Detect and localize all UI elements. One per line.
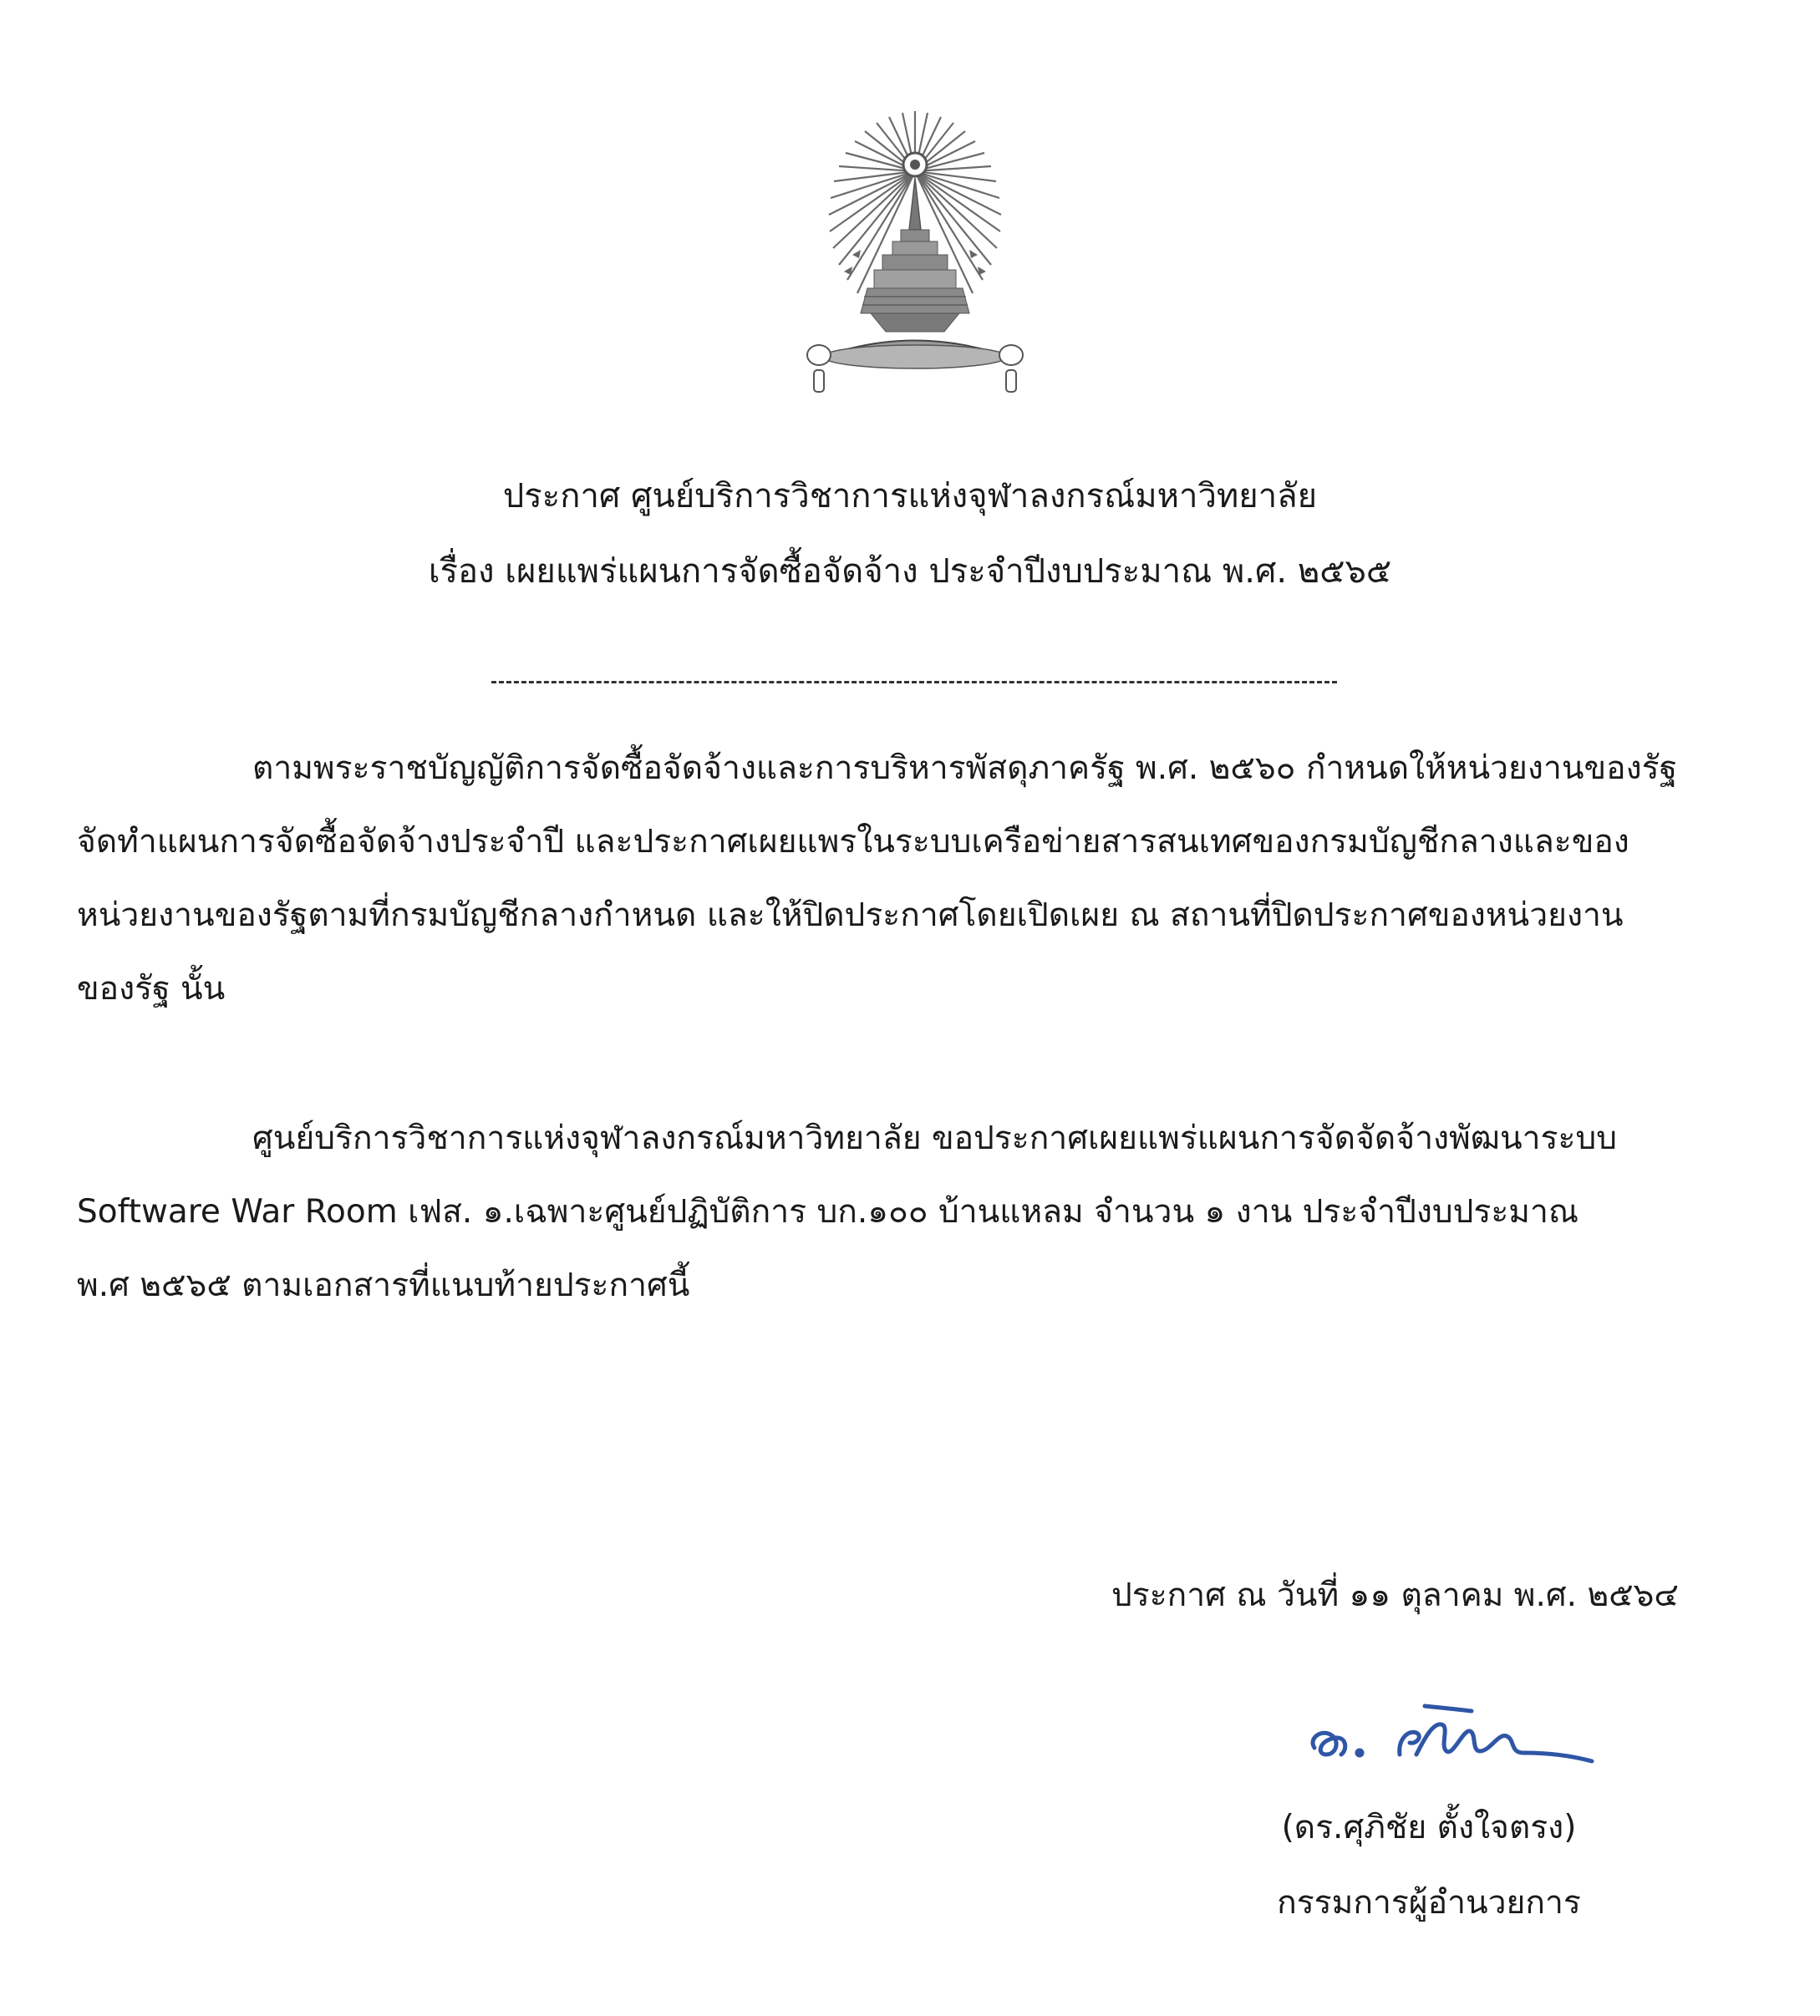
announcement-date: ประกาศ ณ วันที่ ๑๑ ตุลาคม พ.ศ. ๒๕๖๔: [1111, 1577, 1679, 1614]
paragraph-line: Software War Room เฟส. ๑.เฉพาะศูนย์ปฏิบัติการ บก.๑๐๐ บ้านแหลม จำนวน ๑ งาน ประจำปีงบประมาณ: [77, 1193, 1579, 1231]
signer-title: กรรมการผู้อำนวยการ: [1277, 1884, 1581, 1922]
dashed-divider: [491, 681, 1337, 683]
paragraph-line: ตามพระราชบัญญัติการจัดซื้อจัดจ้างและการบริหารพัสดุภาครัฐ พ.ศ. ๒๕๖๐ กำหนดให้หน่วยงานของรัฐ: [252, 749, 1678, 787]
announcement-title: ประกาศ ศูนย์บริการวิชาการแห่งจุฬาลงกรณ์มหาวิทยาลัย: [502, 477, 1318, 515]
paragraph-line: ของรัฐ นั้น: [77, 970, 226, 1008]
paragraph-line: หน่วยงานของรัฐตามที่กรมบัญชีกลางกำหนด และให้ปิดประกาศโดยเปิดเผย ณ สถานที่ปิดประกาศของหน่วยงาน: [77, 896, 1624, 934]
paragraph-line: ศูนย์บริการวิชาการแห่งจุฬาลงกรณ์มหาวิทยาลัย ขอประกาศเผยแพร่แผนการจัดจัดจ้างพัฒนาระบบ: [252, 1120, 1617, 1157]
paragraph-line: พ.ศ ๒๕๖๕ ตามเอกสารที่แนบท้ายประกาศนี้: [77, 1267, 690, 1304]
paragraph-line: จัดทำแผนการจัดซื้อจัดจ้างประจำปี และประกาศเผยแพรในระบบเครือข่ายสารสนเทศของกรมบัญชีกลางและของ: [77, 823, 1629, 861]
chulalongkorn-emblem-icon: [802, 104, 1028, 439]
signer-name: (ดร.ศุภิชัย ตั้งใจตรง): [1281, 1809, 1577, 1846]
announcement-subject: เรื่อง เผยแพร่แผนการจัดซื้อจัดจ้าง ประจำปีงบประมาณ พ.ศ. ๒๕๖๕: [428, 552, 1392, 591]
handwritten-signature-icon: [1299, 1696, 1609, 1788]
